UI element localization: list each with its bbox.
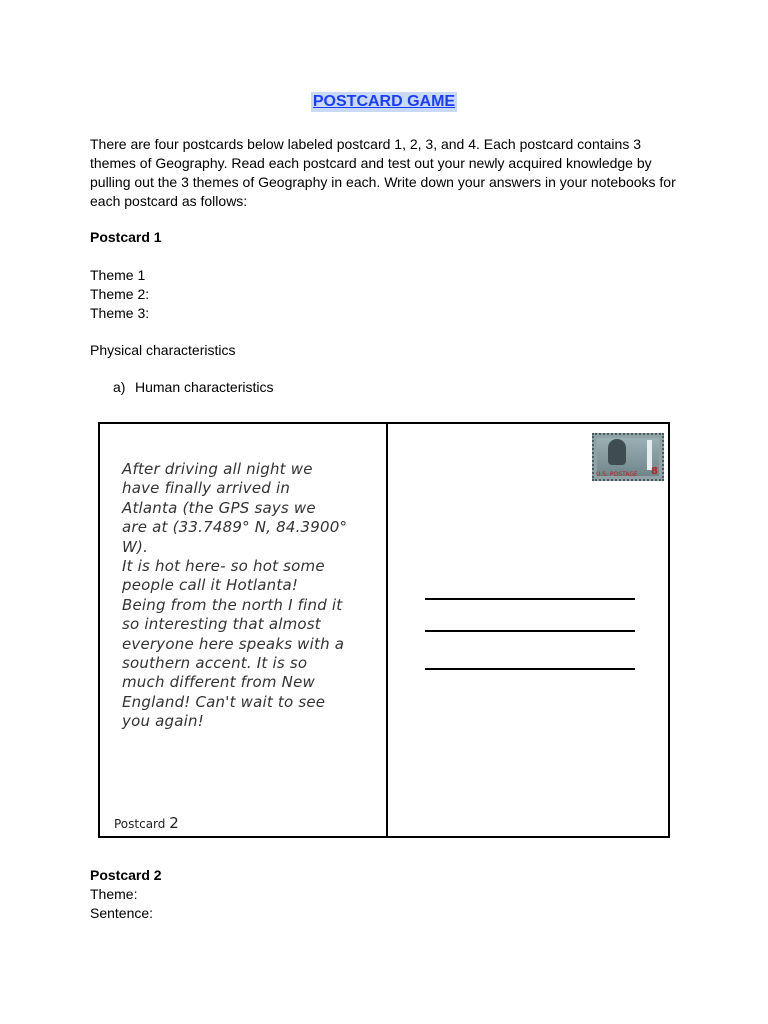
address-line — [425, 598, 635, 600]
stamp-value: 8 — [651, 466, 658, 477]
address-line — [425, 668, 635, 670]
postcard-label-number: 2 — [169, 814, 179, 832]
postcard1-heading: Postcard 1 — [90, 229, 162, 245]
human-characteristics-label: Human characteristics — [135, 379, 274, 395]
postcard-divider — [386, 424, 388, 836]
message-line: so interesting that almost — [122, 615, 321, 634]
message-line: After driving all night we — [122, 460, 313, 478]
theme2-line: Theme 2: — [90, 286, 150, 302]
postcard-image — [98, 422, 670, 838]
message-line: Atlanta (the GPS says we — [122, 498, 316, 517]
intro-paragraph: There are four postcards below labeled postcard 1, 2, 3, and 4. Each postcard contains 3 themes of Geography. Read each postcard and test out your newly acquired knowledge by pulling out the 3 themes of Geography in each. Write down your answers in your notebooks for each postcard as follows: — [90, 136, 676, 209]
message-line: everyone here speaks with a — [122, 634, 345, 653]
title-wrap — [0, 92, 768, 112]
message-line: people call it Hotlanta! — [122, 576, 299, 595]
sentence-line: Sentence: — [90, 905, 154, 921]
postcard-message — [122, 460, 372, 732]
message-line: It is hot here- so hot some — [122, 557, 325, 576]
message-line: Being from the north I find it — [122, 595, 343, 614]
postcard-number-label — [114, 814, 179, 832]
postcard-label-word: Postcard — [114, 817, 166, 831]
message-line: have finally arrived in — [122, 479, 291, 498]
message-line: southern accent. It is so — [122, 654, 308, 673]
list-marker: a) — [113, 379, 126, 395]
address-line — [425, 630, 635, 632]
message-line: much different from New — [122, 673, 315, 692]
physical-characteristics-line: Physical characteristics — [90, 342, 236, 358]
page-title: POSTCARD GAME — [312, 93, 456, 110]
message-line: you again! — [122, 712, 204, 731]
theme-line: Theme: — [90, 886, 138, 902]
postcard2-heading: Postcard 2 — [90, 867, 162, 883]
stamp-portrait — [608, 439, 626, 465]
message-line: are at (33.7489° N, 84.3900° W). — [122, 518, 348, 556]
theme1-line: Theme 1 — [90, 267, 146, 283]
postage-stamp-icon — [592, 433, 664, 481]
theme3-line: Theme 3: — [90, 305, 150, 321]
stamp-text: U.S. POSTAGE — [596, 471, 638, 478]
message-line: England! Can't wait to see — [122, 692, 326, 711]
human-characteristics-item — [113, 378, 274, 397]
